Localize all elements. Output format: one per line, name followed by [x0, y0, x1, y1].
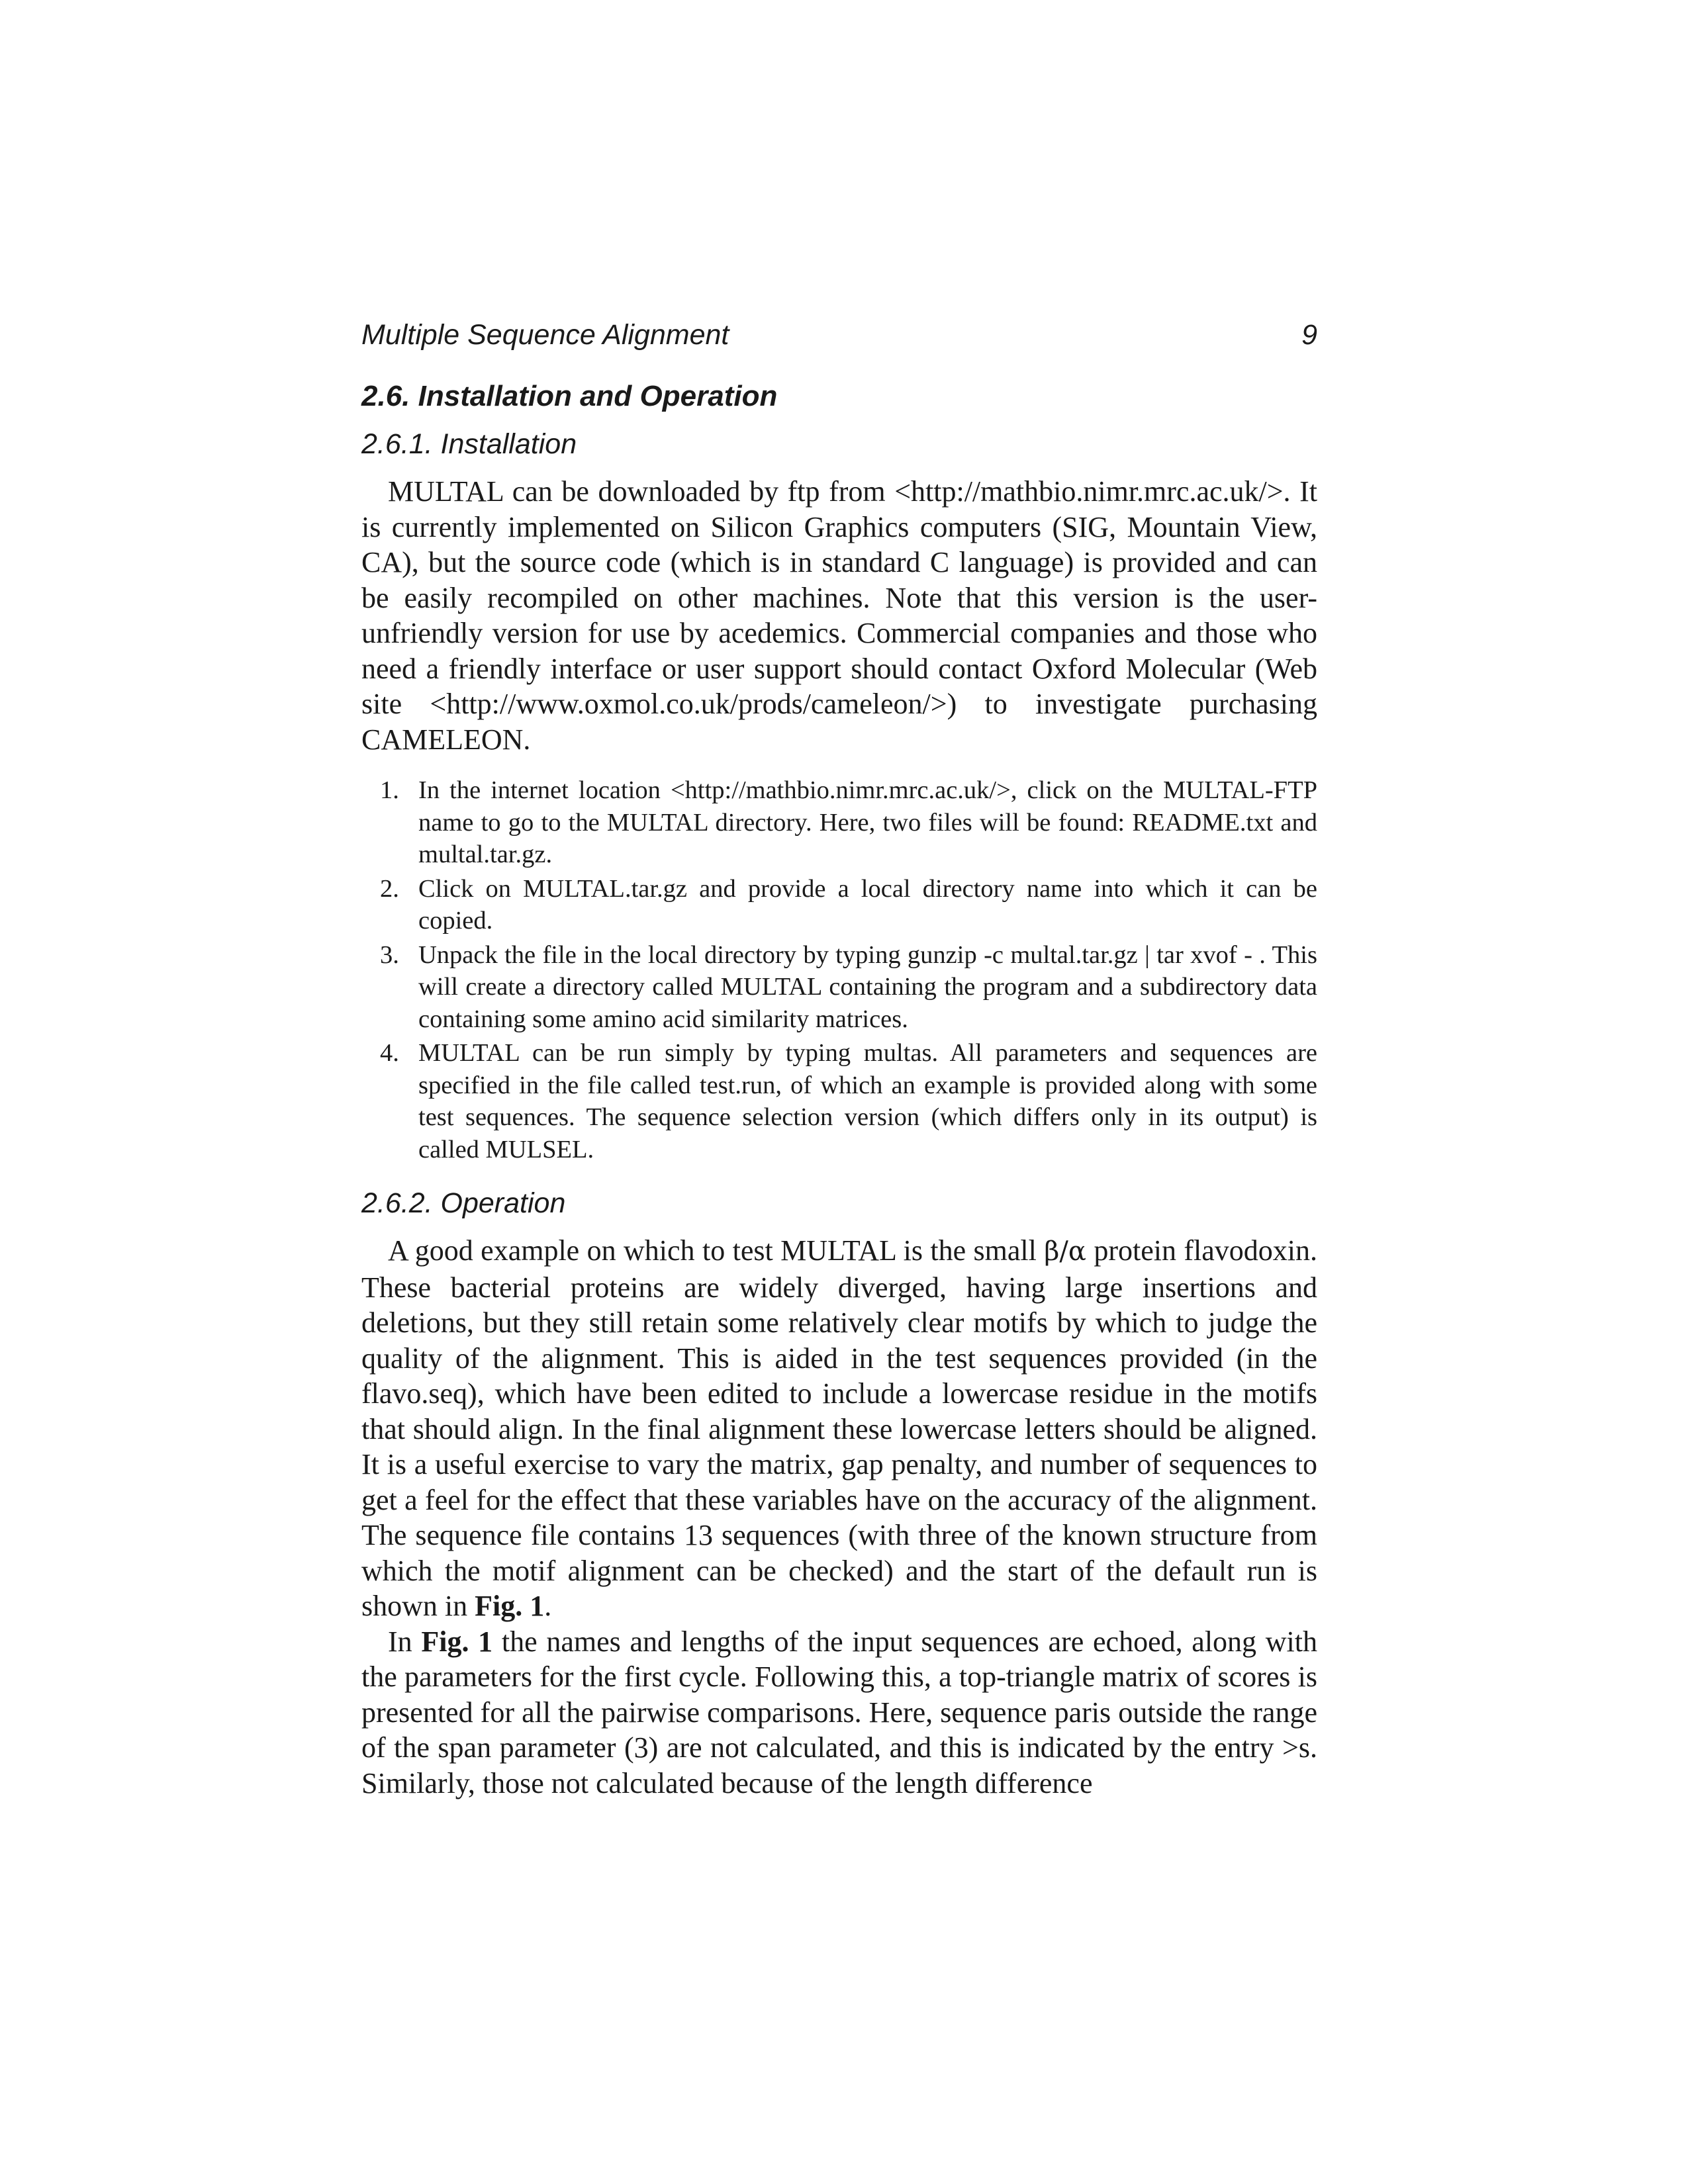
text-run: . [544, 1590, 552, 1622]
step-number: 3. [380, 940, 399, 969]
step-number: 2. [380, 874, 399, 903]
list-item [361, 873, 1317, 937]
installation-steps [361, 774, 1317, 1165]
list-item [361, 939, 1317, 1036]
text-run: protein flavodoxin. These bacterial proteins are widely diverged, having large insertions and deletions, but they still retain some relatively clear motifs by which to judge the quality of the alignment. This is aided in the test sequences provided (in the flavo.seq), which have been edited to include a lowercase residue in the motifs that should align. In the final alignment these lowercase letters should be aligned. It is a useful exercise to vary the matrix, gap penalty, and number of sequences to get a feel for the effect that these variables have on the accuracy of the alignment. The sequence file contains 13 sequences (with three of the known structure from which the motif alignment can be checked) and the start of the default run is shown in [361, 1234, 1318, 1622]
operation-paragraph-1 [361, 1233, 1317, 1624]
list-item [361, 774, 1317, 871]
text-run: In [388, 1625, 422, 1658]
step-text: In the internet location <http://mathbio.nimr.mrc.ac.uk/>, click on the MULTAL-FTP name to go to the MULTAL directory. Here, two files will be found: README.txt and multal.tar.gz. [418, 776, 1317, 868]
step-number: 4. [380, 1039, 399, 1067]
text-run: A good example on which to test MULTAL is the small [388, 1234, 1045, 1267]
page-number: 9 [1301, 319, 1317, 351]
figure-reference: Fig. 1 [475, 1590, 545, 1622]
greek-symbol: β/α [1044, 1236, 1086, 1267]
running-header [361, 319, 1317, 361]
running-title: Multiple Sequence Alignment [361, 319, 729, 351]
operation-paragraph-2 [361, 1624, 1317, 1801]
installation-paragraph: MULTAL can be downloaded by ftp from <http://mathbio.nimr.mrc.ac.uk/>. It is currently implemented on Silicon Graphics computers (SIG, Mountain View, CA), but the source code (which is in standard C language) is provided and can be easily recompiled on other machines. Note that this version is the user-unfriendly version for use by acedemics. Commercial companies and those who need a friendly interface or user support should contact Oxford Molecular (Web site <http://www.oxmol.co.uk/prods/cameleon/>) to investigate purchasing CAMELEON. [361, 475, 1317, 756]
text-run: the names and lengths of the input sequences are echoed, along with the parameters for the first cycle. Following this, a top-triangle matrix of scores is presented for all the pairwise comparisons. Here, sequence paris outside the range of the span parameter (3) are not calculated, and this is indicated by the entry >s. Similarly, those not calculated because of the length difference [361, 1625, 1317, 1799]
figure-reference: Fig. 1 [421, 1625, 493, 1658]
page-content [361, 319, 1317, 1801]
step-text: MULTAL can be run simply by typing multas. All parameters and sequences are specified in the file called test.run, of which an example is provided along with some test sequences. The sequence selection version (which differs only in its output) is called MULSEL. [418, 1039, 1317, 1163]
list-item [361, 1037, 1317, 1165]
section-heading: 2.6. Installation and Operation [361, 380, 778, 412]
step-text: Unpack the file in the local directory by typing gunzip -c multal.tar.gz | tar xvof - . This will create a directory called MULTAL containing the program and a subdirectory data containing some amino acid similarity matrices. [418, 940, 1317, 1033]
operation-heading: 2.6.2. Operation [361, 1187, 566, 1219]
step-number: 1. [380, 776, 399, 804]
step-text: Click on MULTAL.tar.gz and provide a local directory name into which it can be copied. [418, 874, 1317, 934]
installation-heading: 2.6.1. Installation [361, 428, 577, 460]
